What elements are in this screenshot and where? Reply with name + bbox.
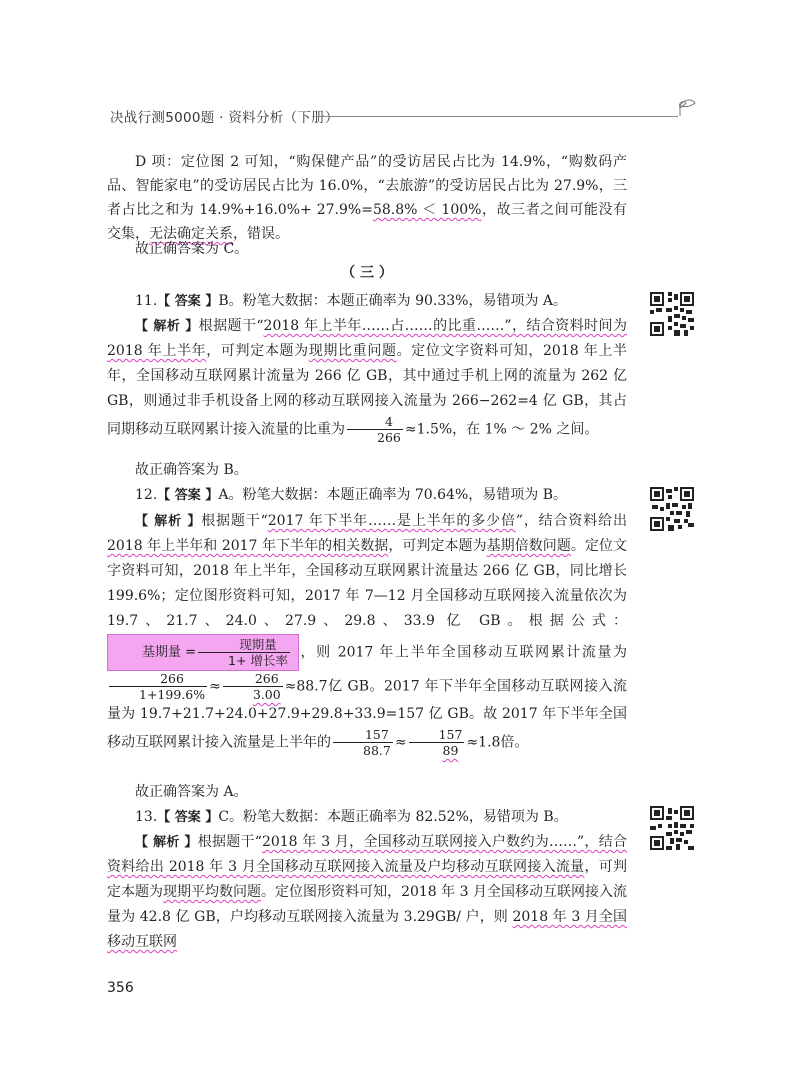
qr-code-icon[interactable]	[650, 806, 694, 850]
analysis-tag: 【 解析 】	[135, 835, 198, 850]
question-number: 12.	[135, 487, 158, 503]
section-title: （ 三 ）	[341, 265, 393, 281]
wavy-underline-text: 现期平均数问题	[163, 884, 262, 900]
question-number: 11.	[135, 293, 158, 309]
wavy-underline-text: 58.8% ＜ 100%	[372, 202, 482, 218]
text: D 项：定位图 2 可知，“购保健产品”的受访居民占比为 14.9%，“购数码产品、智能家电”的受访居民占比为 16.0%，“去旅游”的受访居民占比为 27.9%，三者占比之和为 14.9%+16.0%+ 27.9%=	[107, 154, 627, 218]
answer-tag: 【 答案 】	[157, 294, 219, 309]
fraction-numerator: 157	[364, 727, 389, 742]
answer-text: B。粉笔大数据：本题正确率为 90.33%，易错项为 A。	[218, 293, 568, 309]
wavy-underline-text: 2018 年上半年和 2017 年下半年的相关数据	[107, 538, 389, 554]
formula-lhs: 基期量 =	[142, 645, 197, 660]
fraction-denominator: 88.7	[333, 742, 393, 758]
fraction-numerator: 266	[254, 671, 279, 686]
analysis-tag: 【 解析 】	[135, 319, 199, 334]
fraction	[333, 727, 393, 758]
header-rule	[316, 116, 678, 117]
text: ，可判定本题为	[206, 343, 309, 359]
answer-text: A。粉笔大数据：本题正确率为 70.64%，易错项为 B。	[218, 487, 568, 503]
fraction-denominator: 1+199.6%	[109, 686, 207, 702]
q13-answer	[107, 805, 627, 830]
text: ≈1.5%，在 1% ～ 2% 之间。	[404, 421, 599, 438]
wavy-underline-text: 2017 年下半年……是上半年的多少倍	[267, 513, 516, 529]
text: ”，结合资料给出	[515, 513, 627, 529]
wavy-underline-text: 基期倍数问题	[486, 538, 571, 554]
fraction-numerator: 266	[160, 671, 184, 686]
qr-code-icon[interactable]	[650, 487, 694, 531]
fraction	[109, 671, 207, 702]
answer-text: C。粉笔大数据：本题正确率为 82.52%，易错项为 B。	[218, 809, 568, 825]
text: ，错误。	[233, 226, 289, 242]
fraction	[198, 637, 290, 668]
fraction-numerator: 4	[384, 414, 393, 429]
q11-analysis	[107, 314, 627, 445]
fraction-denominator: 89	[409, 742, 465, 758]
q12-analysis	[107, 509, 627, 758]
d-conclusion: 故正确答案为 C。	[135, 241, 249, 257]
text: 根据题干“	[197, 834, 262, 850]
text: ≈1.8倍。	[466, 734, 529, 751]
fraction	[347, 414, 403, 445]
analysis-tag: 【 解析 】	[135, 514, 202, 529]
answer-tag: 【 答案 】	[157, 810, 219, 825]
q12-answer	[107, 483, 627, 508]
text: ，可判定本题为	[107, 859, 628, 900]
d-option-paragraph	[107, 150, 627, 246]
sprout-icon	[676, 97, 698, 117]
page-number: 356	[107, 980, 134, 996]
wavy-underline-text: 2018 年上半年……占……的比重……”，结合资料时间为 2018 年上半年	[107, 318, 627, 359]
qr-code-icon[interactable]	[650, 292, 694, 336]
fraction	[223, 671, 283, 702]
fraction-numerator: 157	[438, 727, 463, 742]
q13-analysis	[107, 830, 627, 955]
question-number: 13.	[135, 809, 158, 825]
wavy-underline-text: 无法确定关系	[149, 226, 233, 242]
text: 。定位文字资料可知，2018 年上半年，全国移动互联网累计流量达 266 亿 GB，同比增长 199.6%；定位图形资料可知，2017 年 7—12 月全国移动互联网接入流量依次为 19.7、21.7、24.0、27.9、29.8、33.9 亿 GB。根据公式：	[107, 538, 628, 629]
approx-sign: ≈	[394, 734, 407, 751]
fraction-denominator: 3.00	[223, 686, 283, 702]
fraction-denominator: 1+ 增长率	[198, 652, 290, 668]
text: 根据题干“	[198, 318, 264, 334]
q11-conclusion: 故正确答案为 B。	[135, 462, 248, 478]
answer-tag: 【 答案 】	[157, 488, 219, 503]
wavy-underline-text: 现期比重问题	[308, 343, 397, 359]
text: 。定位图形资料可知，2018 年 3 月全国移动互联网接入流量为 42.8 亿 GB，户均移动互联网接入流量为 3.29GB/ 户，则	[107, 884, 628, 925]
text: 根据题干“	[201, 513, 268, 529]
running-header: 决战行测5000题 · 资料分析（下册）	[110, 110, 339, 126]
fraction-numerator: 现期量	[239, 637, 277, 652]
text: ，可判定本题为	[388, 538, 487, 554]
text: ≈88.7亿 GB。2017 年下半年全国移动互联网接入流量为 19.7+21.7+24.0+27.9+29.8+33.9=157 亿 GB。故 2017 年下半年全国移动互联网累计接入流量是上半年的	[107, 678, 627, 751]
approx-sign: ≈	[209, 678, 221, 695]
fraction-denominator: 266	[347, 429, 403, 445]
text: 。定位文字资料可知，2018 年上半年，全国移动互联网累计流量为 266 亿 GB，其中通过手机上网的流量为 262 亿 GB，则通过非手机设备上网的移动互联网接入流量为 266−262=4 亿 GB，其占同期移动互联网累计接入流量的比重为	[107, 343, 627, 438]
text: ，故三者之间可能没有交集，	[107, 202, 628, 242]
text: ，则 2017 年上半年全国移动互联网累计流量为	[298, 644, 627, 661]
q12-conclusion: 故正确答案为 A。	[135, 784, 248, 800]
wavy-underline-text: 2018 年 3 月全国移动互联网	[107, 909, 627, 950]
fraction	[409, 727, 465, 758]
formula-highlight	[107, 634, 299, 671]
wavy-underline-text: 2018 年 3 月，全国移动互联网接入户数约为……”，结合资料给出 2018 年 3 月全国移动互联网接入流量及户均移动互联网接入流量	[107, 834, 627, 875]
q11-answer	[107, 289, 627, 314]
